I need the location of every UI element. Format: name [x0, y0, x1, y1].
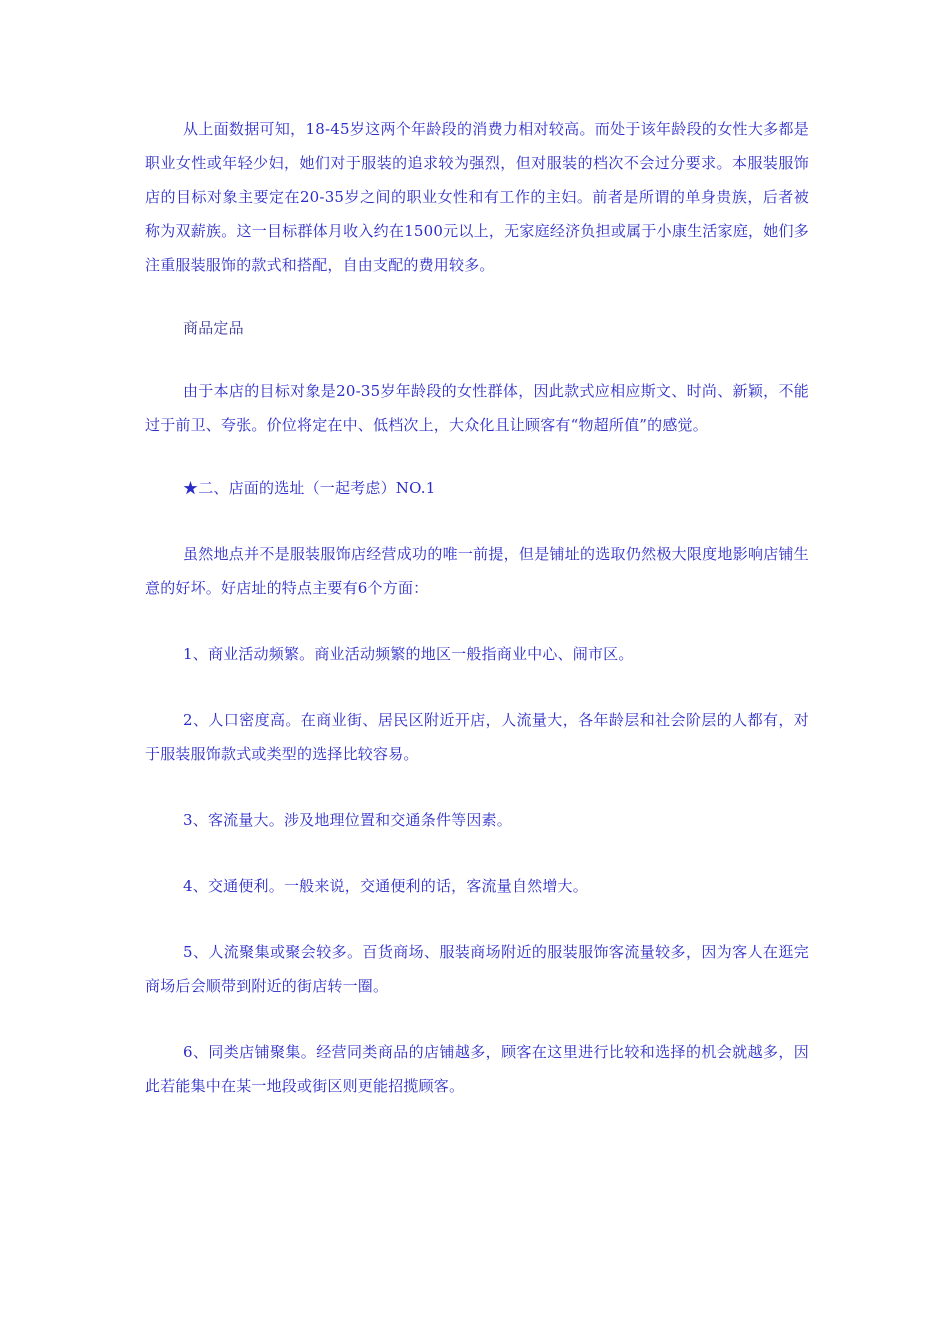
- list-item-point-5: 5、人流聚集或聚会较多。百货商场、服装商场附近的服装服饰客流量较多，因为客人在逛完商场后会顺带到附近的街店转一圈。: [145, 943, 809, 995]
- paragraph-spacer: [145, 837, 809, 869]
- paragraph-spacer: [145, 903, 809, 935]
- list-item-point-4: 4、交通便利。一般来说，交通便利的话，客流量自然增大。: [183, 877, 588, 895]
- paragraph-spacer: [145, 282, 809, 311]
- paragraph-spacer: [145, 505, 809, 537]
- list-item-point-6: 6、同类店铺聚集。经营同类商品的店铺越多，顾客在这里进行比较和选择的机会就越多，因此若能集中在某一地段或街区则更能招揽顾客。: [145, 1043, 809, 1095]
- list-item-point-1: 1、商业活动频繁。商业活动频繁的地区一般指商业中心、闹市区。: [183, 645, 634, 663]
- list-item-point-3: 3、客流量大。涉及地理位置和交通条件等因素。: [183, 811, 512, 829]
- document-page: [145, 112, 809, 1103]
- paragraph-spacer: [145, 605, 809, 637]
- list-item-point-2: 2、人口密度高。在商业街、居民区附近开店，人流量大，各年龄层和社会阶层的人都有，对于服装服饰款式或类型的选择比较容易。: [145, 711, 809, 763]
- paragraph-product-positioning: 由于本店的目标对象是20-35岁年龄段的女性群体，因此款式应相应斯文、时尚、新颖，不能过于前卫、夸张。价位将定在中、低档次上，大众化且让顾客有“物超所值”的感觉。: [145, 382, 809, 434]
- paragraph-spacer: [145, 345, 809, 374]
- paragraph-spacer: [145, 771, 809, 803]
- heading-section-two: ★二、店面的选址（一起考虑）NO.1: [183, 479, 436, 497]
- paragraph-location-intro: 虽然地点并不是服装服饰店经营成功的唯一前提，但是铺址的选取仍然极大限度地影响店铺生意的好坏。好店址的特点主要有6个方面：: [145, 545, 809, 597]
- paragraph-intro: 从上面数据可知，18-45岁这两个年龄段的消费力相对较高。而处于该年龄段的女性大多都是职业女性或年轻少妇，她们对于服装的追求较为强烈，但对服装的档次不会过分要求。本服装服饰店的目标对象主要定在20-35岁之间的职业女性和有工作的主妇。前者是所谓的单身贵族，后者被称为双薪族。这一目标群体月收入约在1500元以上，无家庭经济负担或属于小康生活家庭，她们多注重服装服饰的款式和搭配，自由支配的费用较多。: [145, 120, 809, 274]
- paragraph-spacer: [145, 1003, 809, 1035]
- heading-product-positioning: 商品定品: [183, 319, 244, 337]
- paragraph-spacer: [145, 671, 809, 703]
- paragraph-spacer: [145, 442, 809, 471]
